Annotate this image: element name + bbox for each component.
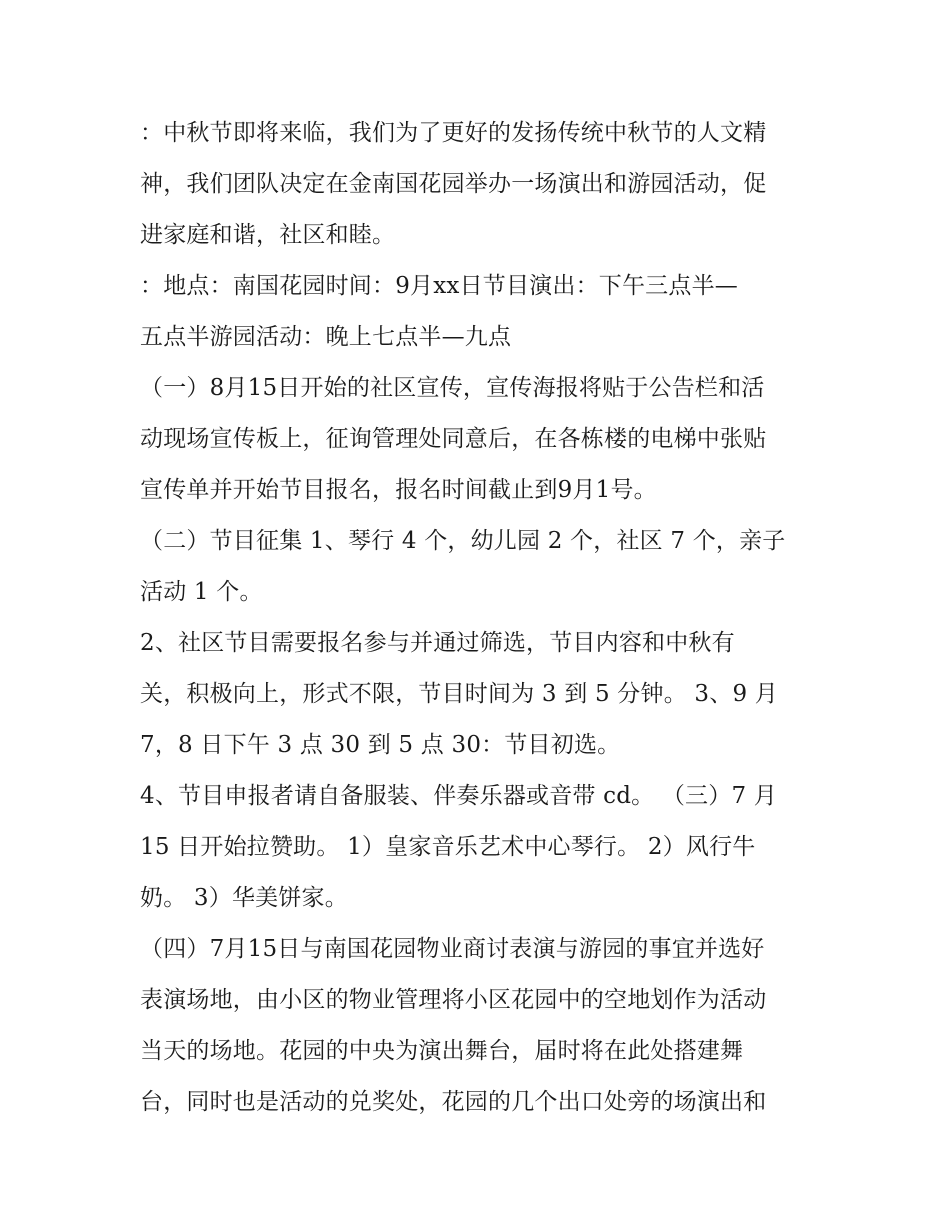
text-line: 宣传单并开始节目报名，报名时间截止到9月1号。 [140,477,657,503]
text-line: 台，同时也是活动的兑奖处，花园的几个出口处旁的场演出和 [140,1089,767,1115]
text-line: 7，8 日下午 3 点 30 到 5 点 30：节目初选。 [140,732,621,758]
text-line: 动现场宣传板上，征询管理处同意后，在各栋楼的电梯中张贴 [140,426,767,452]
text-line: 奶。 3）华美饼家。 [140,885,348,911]
document-body [140,108,820,1128]
text-line: 活动 1 个。 [140,579,263,605]
text-line: 4、节目申报者请自备服装、伴奏乐器或音带 cd。 （三）7 月 [140,783,778,809]
text-line: 神，我们团队决定在金南国花园举办一场演出和游园活动，促 [140,171,767,197]
text-line: 表演场地，由小区的物业管理将小区花园中的空地划作为活动 [140,987,767,1013]
text-line: 五点半游园活动：晚上七点半—九点 [140,324,512,350]
text-line: 关，积极向上，形式不限，节目时间为 3 到 5 分钟。 3、9 月 [140,681,778,707]
text-line: 当天的场地。花园的中央为演出舞台，届时将在此处搭建舞 [140,1038,744,1064]
text-line: 2、社区节目需要报名参与并通过筛选，节目内容和中秋有 [140,630,735,656]
text-line: （二）节目征集 1、琴行 4 个，幼儿园 2 个，社区 7 个，亲子 [140,528,786,554]
text-line: （四）7月15日与南国花园物业商讨表演与游园的事宜并选好 [140,936,765,962]
text-line: 15 日开始拉赞助。 1）皇家音乐艺术中心琴行。 2）风行牛 [140,834,756,860]
text-line: 进家庭和谐，社区和睦。 [140,222,396,248]
text-line: ：地点：南国花园时间：9月xx日节目演出：下午三点半— [140,273,738,299]
text-line: ：中秋节即将来临，我们为了更好的发扬传统中秋节的人文精 [140,120,767,146]
text-line: （一）8月15日开始的社区宣传，宣传海报将贴于公告栏和活 [140,375,765,401]
